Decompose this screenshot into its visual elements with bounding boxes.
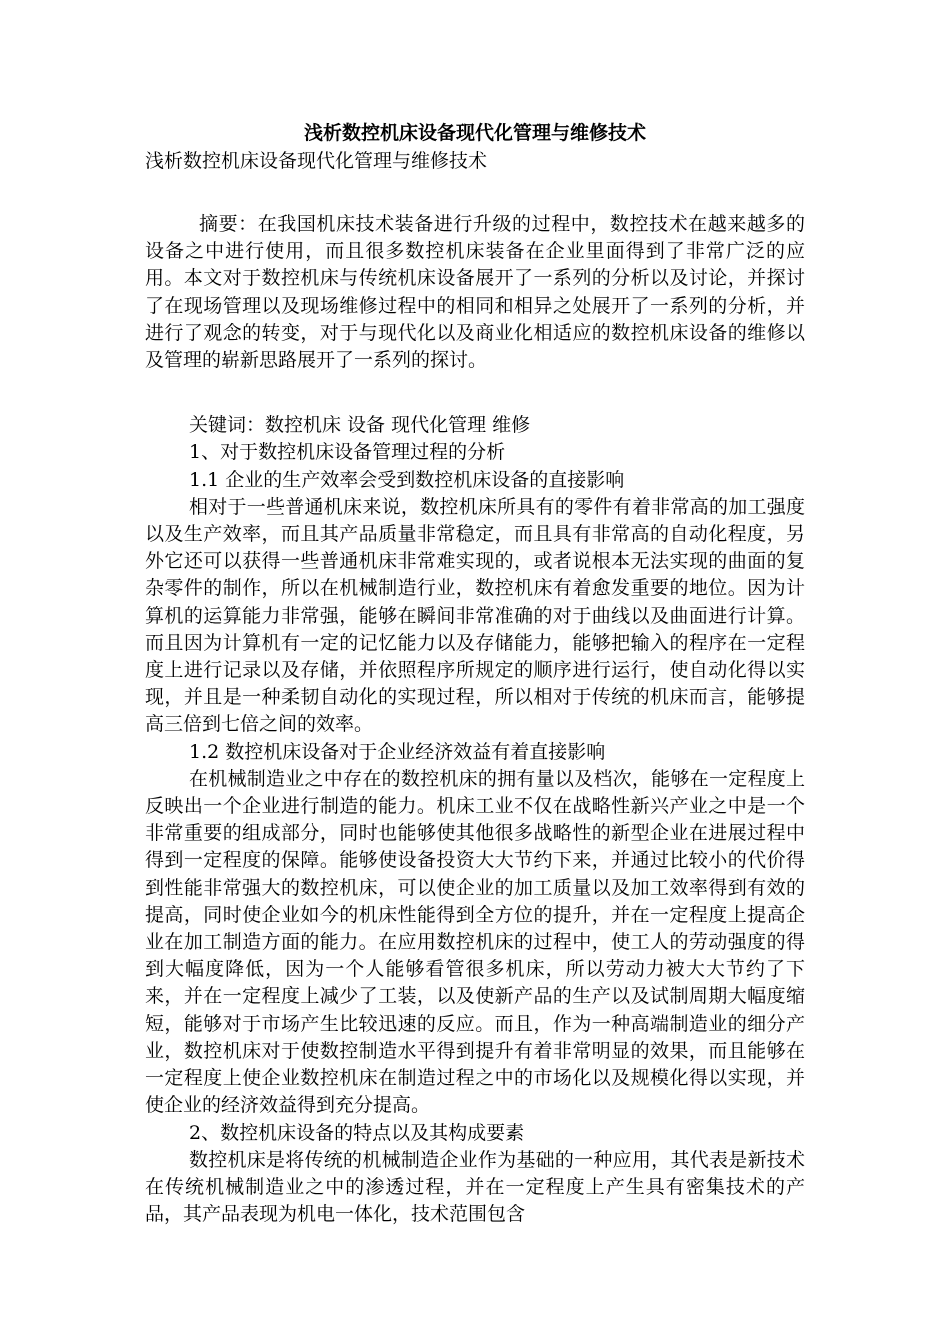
section-1-1-heading: 1.1 企业的生产效率会受到数控机床设备的直接影响 — [189, 468, 625, 491]
document-page — [145, 118, 805, 1228]
keywords-line: 关键词：数控机床 设备 现代化管理 维修 — [189, 414, 531, 437]
section-1-heading: 1、对于数控机床设备管理过程的分析 — [189, 441, 506, 464]
section-2-body: 数控机床是将传统的机械制造企业作为基础的一种应用，其代表是新技术在传统机械制造业之中的渗透过程，并在一定程度上产生具有密集技术的产品，其产品表现为机电一体化，技术范围包含 — [145, 1148, 805, 1226]
section-1-2-heading: 1.2 数控机床设备对于企业经济效益有着直接影响 — [189, 740, 606, 763]
section-1-1-body: 相对于一些普通机床来说，数控机床所具有的零件有着非常高的加工强度以及生产效率，而且其产品质量非常稳定，而且具有非常高的自动化程度，另外它还可以获得一些普通机床非常难实现的，或者说根本无法实现的曲面的复杂零件的制作，所以在机械制造行业，数控机床有着愈发重要的地位。因为计算机的运算能力非常强，能够在瞬间非常准确的对于曲线以及曲面进行计算。而且因为计算机有一定的记忆能力以及存储能力，能够把输入的程序在一定程度上进行记录以及存储，并依照程序所规定的顺序进行运行，使自动化得以实现，并且是一种柔韧自动化的实现过程，所以相对于传统的机床而言，能够提高三倍到七倍之间的效率。 — [145, 495, 805, 736]
section-2-heading: 2、数控机床设备的特点以及其构成要素 — [189, 1121, 525, 1144]
section-1-2-body: 在机械制造业之中存在的数控机床的拥有量以及档次，能够在一定程度上反映出一个企业进行制造的能力。机床工业不仅在战略性新兴产业之中是一个非常重要的组成部分，同时也能够使其他很多战略性的新型企业在进展过程中得到一定程度的保障。能够使设备投资大大节约下来，并通过比较小的代价得到性能非常强大的数控机床，可以使企业的加工质量以及加工效率得到有效的提高，同时使企业如今的机床性能得到全方位的提升，并在一定程度上提高企业在加工制造方面的能力。在应用数控机床的过程中，使工人的劳动强度的得到大幅度降低，因为一个人能够看管很多机床，所以劳动力被大大节约了下来，并在一定程度上减少了工装，以及使新产品的生产以及试制周期大幅度缩短，能够对于市场产生比较迅速的反应。而且，作为一种高端制造业的细分产业，数控机床对于使数控制造水平得到提升有着非常明显的效果，而且能够在一定程度上使企业数控机床在制造过程之中的市场化以及规模化得以实现，并使企业的经济效益得到充分提高。 — [145, 767, 805, 1117]
document-title: 浅析数控机床设备现代化管理与维修技术 — [303, 122, 646, 144]
document-subtitle: 浅析数控机床设备现代化管理与维修技术 — [145, 150, 488, 172]
abstract-paragraph: 摘要：在我国机床技术装备进行升级的过程中，数控技术在越来越多的设备之中进行使用，而且很多数控机床装备在企业里面得到了非常广泛的应用。本文对于数控机床与传统机床设备展开了一系列的分析以及讨论，并探讨了在现场管理以及现场维修过程中的相同和相异之处展开了一系列的分析，并进行了观念的转变，对于与现代化以及商业化相适应的数控机床设备的维修以及管理的崭新思路展开了一系列的探讨。 — [145, 213, 805, 372]
